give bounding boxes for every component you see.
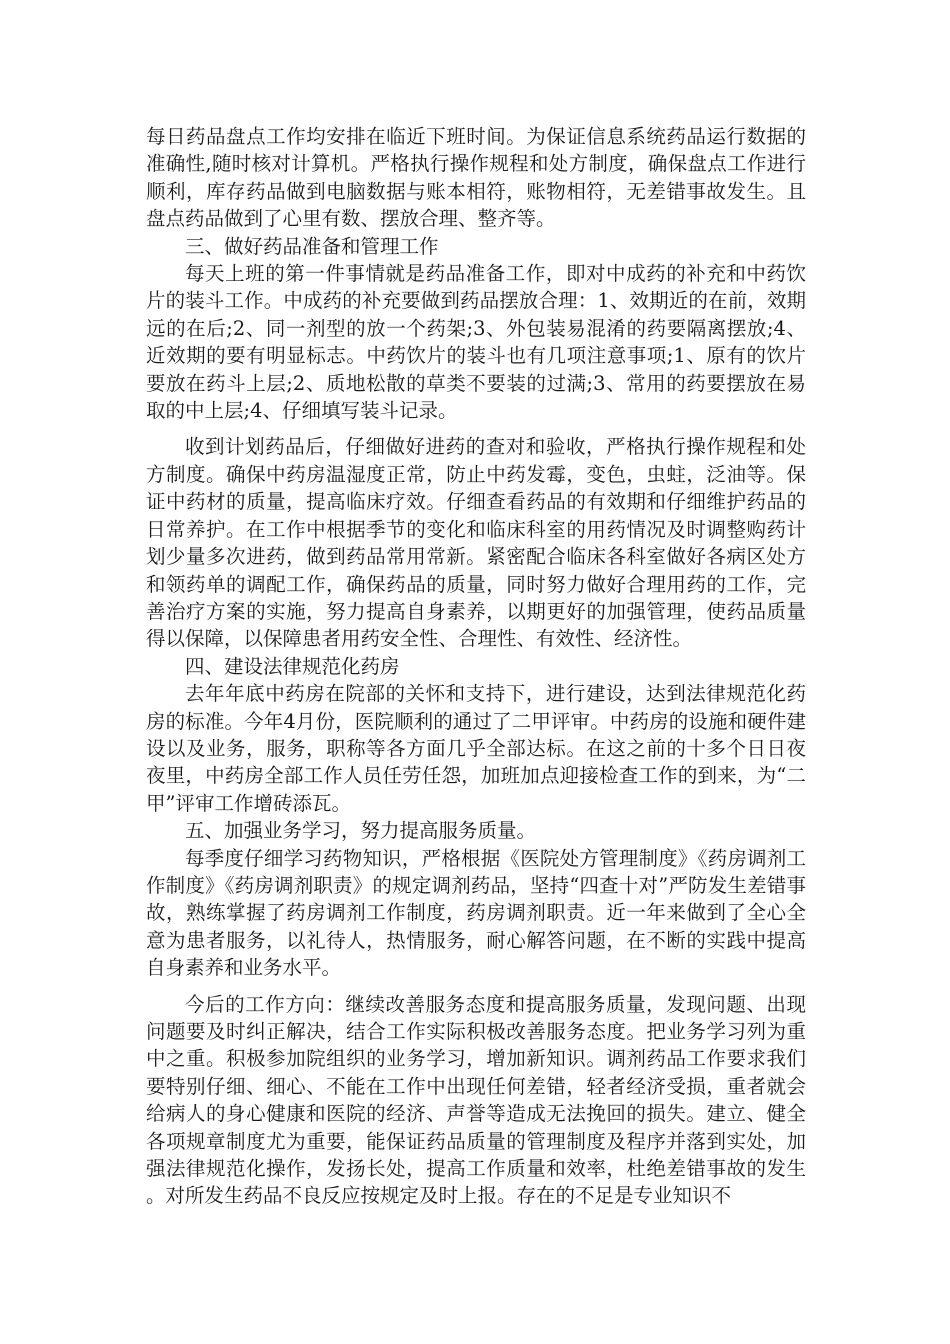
- paragraph-future-direction: 今后的工作方向：继续改善服务态度和提高服务质量，发现问题、出现问题要及时纠正解决，结合工作实际积极改善服务态度。把业务学习列为重中之重。积极参加院组织的业务学习，增加新知识。调剂药品工作要求我们要特别仔细、细心、不能在工作中出现任何差错，轻者经济受损，重者就会给病人的身心健康和医院的经济、声誉等造成无法挽回的损失。建立、健全各项规章制度尤为重要，能保证药品质量的管理制度及程序并落到实处，加强法律规范化操作，发扬长处，提高工作质量和效率，杜绝差错事故的发生。对所发生药品不良反应按规定及时上报。存在的不足是专业知识不: [146, 992, 806, 1208]
- paragraph-inventory-continued: 每日药品盘点工作均安排在临近下班时间。为保证信息系统药品运行数据的准确性,随时核对计算机。严格执行操作规程和处方制度，确保盘点工作进行顺利，库存药品做到电脑数据与账本相符，账物相符，无差错事故发生。且盘点药品做到了心里有数、摆放合理、整齐等。: [146, 125, 806, 231]
- paragraph-pharmacy-standardization: 去年年底中药房在院部的关怀和支持下，进行建设，达到法律规范化药房的标准。今年4月份，医院顺利的通过了二甲评审。中药房的设施和硬件建设以及业务，服务，职称等各方面几乎全部达标。在这之前的十多个日日夜夜里，中药房全部工作人员任劳任怨，加班加点迎接检查工作的到来，为“二甲”评审工作增砖添瓦。: [146, 682, 806, 815]
- paragraph-drug-receiving: 收到计划药品后，仔细做好进药的查对和验收，严格执行操作规程和处方制度。确保中药房温湿度正常，防止中药发霉，变色，虫蛀，泛油等。保证中药材的质量，提高临床疗效。仔细查看药品的有效期和仔细维护药品的日常养护。在工作中根据季节的变化和临床科室的用药情况及时调整购药计划少量多次进药，做到药品常用常新。紧密配合临床各科室做好各病区处方和领药单的调配工作，确保药品的质量，同时努力做好合理用药的工作，完善治疗方案的实施，努力提高自身素养，以期更好的加强管理，使药品质量得以保障，以保障患者用药安全性、合理性、有效性、经济性。: [146, 435, 806, 651]
- paragraph-business-study: 每季度仔细学习药物知识，严格根据《医院处方管理制度》《药房调剂工作制度》《药房调剂职责》的规定调剂药品，坚持“四查十对”严防发生差错事故，熟练掌握了药房调剂工作制度，药房调剂职责。近一年来做到了全心全意为患者服务，以礼待人，热情服务，耐心解答问题，在不断的实践中提高自身素养和业务水平。: [146, 846, 806, 980]
- section-heading-4: 四、建设法律规范化药房: [185, 654, 400, 678]
- document-body: [146, 123, 806, 1210]
- paragraph-drug-preparation: 每天上班的第一件事情就是药品准备工作，即对中成药的补充和中药饮片的装斗工作。中成药的补充要做到药品摆放合理：1、效期近的在前，效期远的在后;2、同一剂型的放一个药架;3、外包装易混淆的药要隔离摆放;4、近效期的要有明显标志。中药饮片的装斗也有几项注意事项;1、原有的饮片要放在药斗上层;2、质地松散的草类不要装的过满;3、常用的药要摆放在易取的中上层;4、仔细填写装斗记录。: [146, 262, 806, 423]
- section-heading-5: 五、加强业务学习，努力提高服务质量。: [185, 819, 537, 843]
- section-heading-3: 三、做好药品准备和管理工作: [185, 234, 439, 258]
